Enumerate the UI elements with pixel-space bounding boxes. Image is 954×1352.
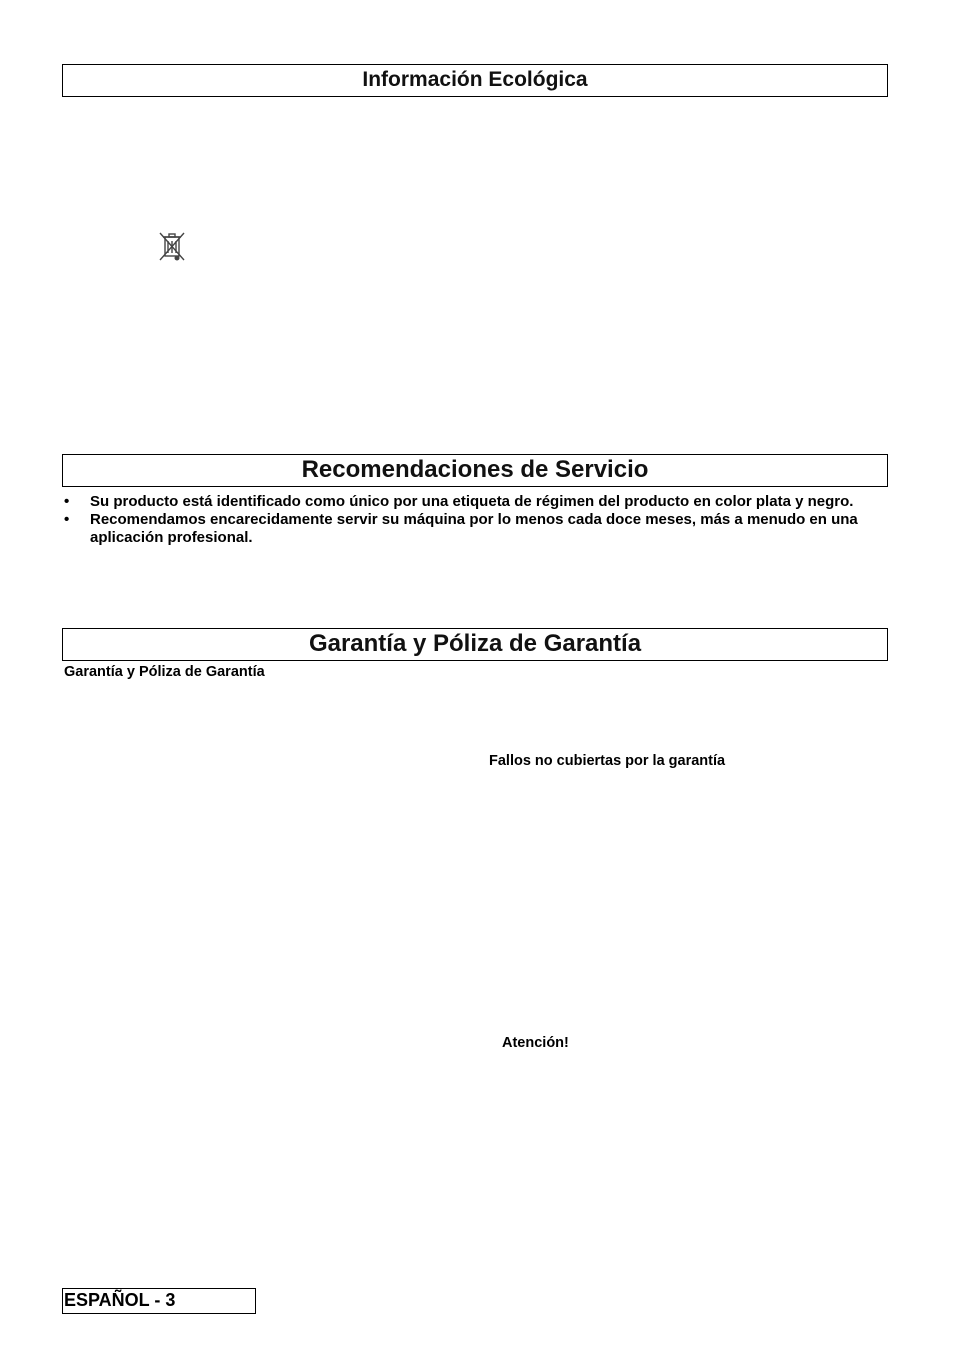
list-item [62,511,888,547]
section-title-recomendaciones-servicio: Recomendaciones de Servicio [62,454,888,487]
subheading-garantia: Garantía y Póliza de Garantía [64,664,265,680]
section-title-garantia: Garantía y Póliza de Garantía [62,628,888,661]
bullet: • [64,493,70,510]
service-recommendations-list [62,493,888,547]
list-item-text: Su producto está identificado como único por una etiqueta de régimen del producto en color plata y negro. [90,493,854,510]
bullet: • [64,511,70,528]
crossed-out-wheelie-bin-icon [157,230,187,264]
list-item [62,493,888,511]
subheading-fallos-no-cubiertos: Fallos no cubiertas por la garantía [489,753,726,769]
section-title-informacion-ecologica: Información Ecológica [62,64,888,97]
page-footer-label: ESPAÑOL - 3 [62,1288,256,1314]
subheading-atencion: Atención! [502,1035,569,1051]
list-item-text: Recomendamos encarecidamente servir su máquina por lo menos cada doce meses, más a menudo en una aplicación profesional. [90,511,858,546]
